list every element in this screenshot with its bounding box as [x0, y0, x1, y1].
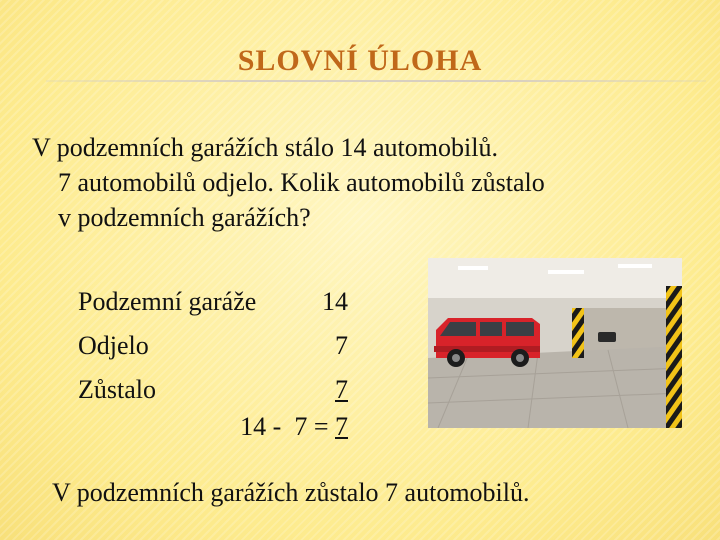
equation-text: 14 - 7 =	[240, 412, 335, 441]
row-label: Zůstalo	[78, 375, 156, 404]
title-divider	[46, 80, 706, 82]
table-row	[78, 280, 378, 324]
problem-line-3: v podzemních garážích?	[58, 203, 311, 232]
row-label: Odjelo	[78, 331, 149, 360]
problem-line-2: 7 automobilů odjelo. Kolik automobilů zůstalo	[58, 168, 545, 197]
table-row	[78, 324, 378, 368]
data-table	[78, 280, 378, 412]
row-value: 7	[335, 375, 348, 404]
equation-answer: 7	[335, 412, 348, 441]
row-value: 14	[322, 287, 348, 316]
problem-text	[32, 130, 682, 235]
table-row	[78, 368, 378, 412]
answer-sentence: V podzemních garážích zůstalo 7 automobilů.	[52, 478, 530, 507]
row-label: Podzemní garáže	[78, 287, 257, 316]
garage-photo	[428, 258, 682, 428]
problem-line-1: V podzemních garážích stálo 14 automobilů.	[32, 133, 498, 162]
equation	[78, 412, 348, 442]
slide-title: SLOVNÍ ÚLOHA	[237, 44, 483, 77]
row-value: 7	[335, 331, 348, 360]
